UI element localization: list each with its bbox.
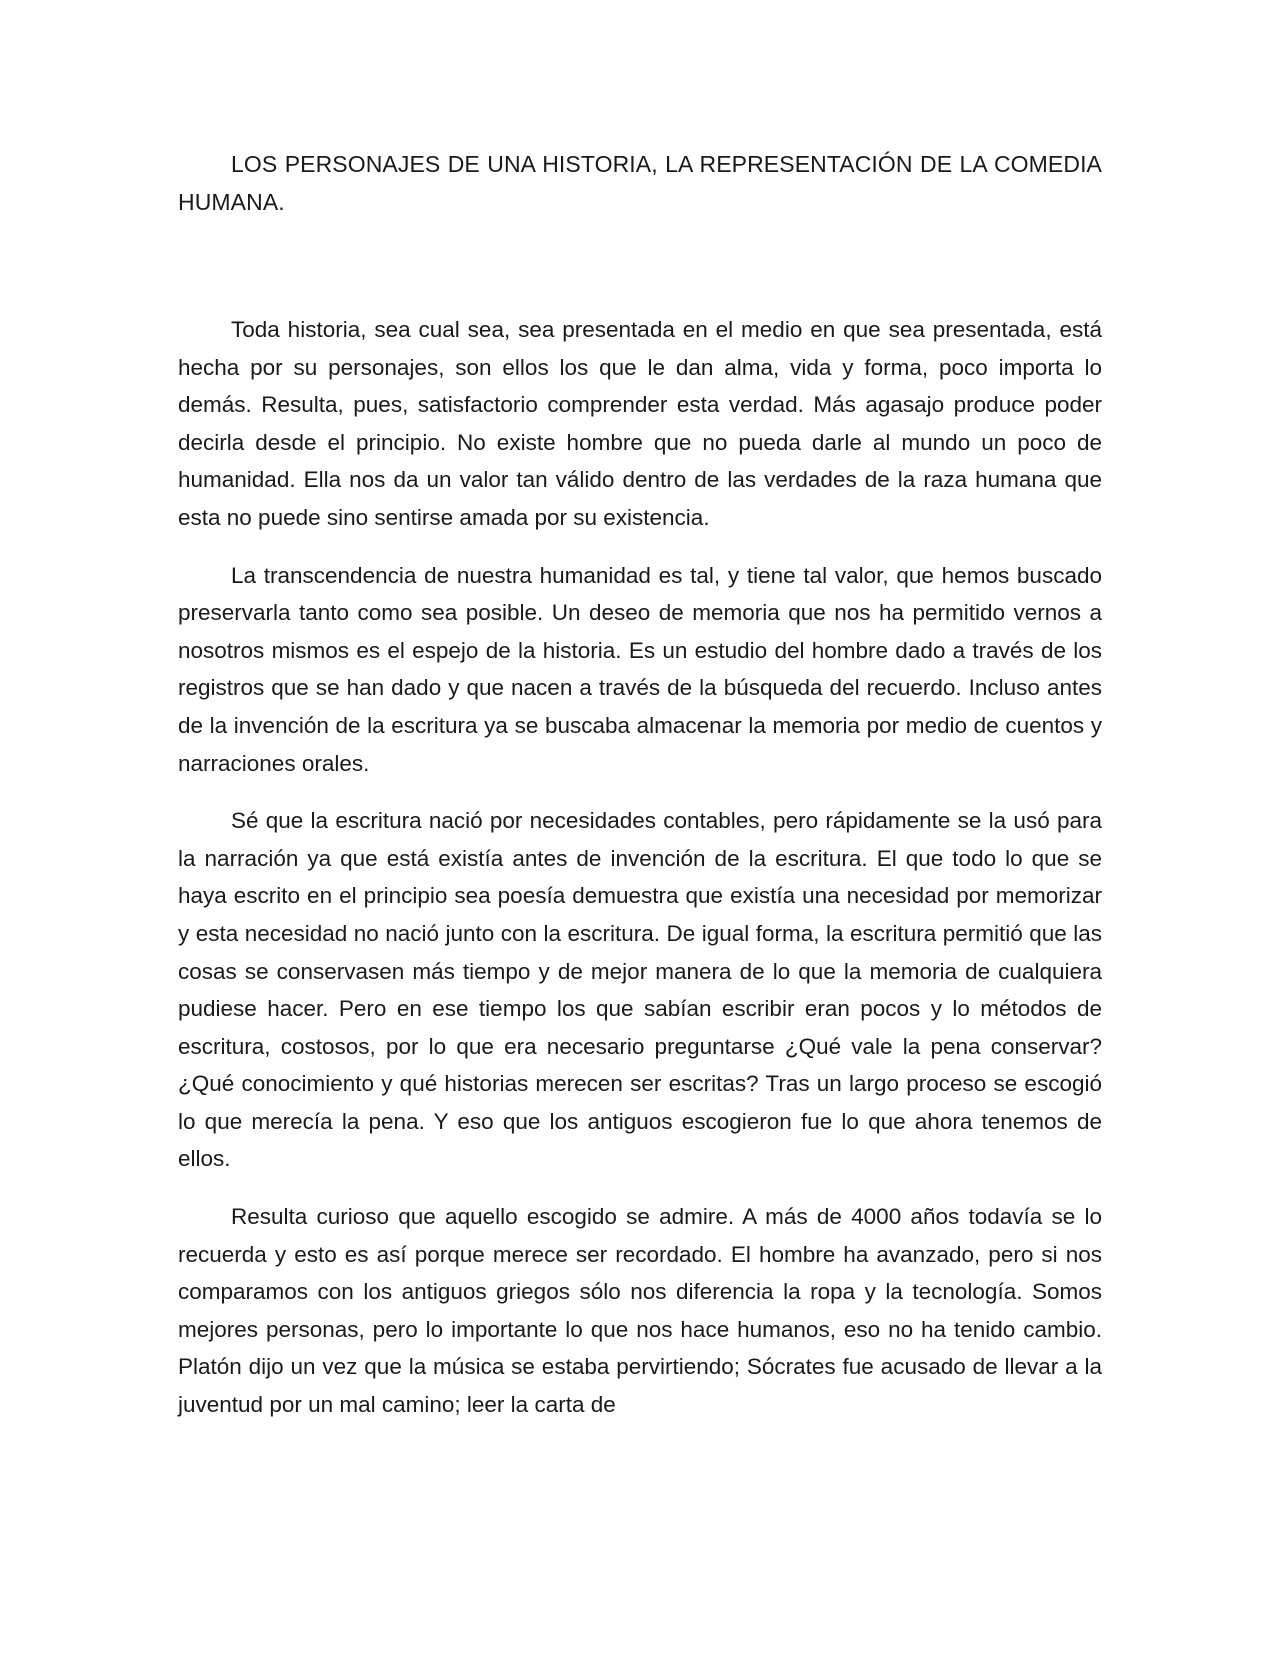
document-body: [178, 145, 1102, 1424]
paragraph-1: Toda historia, sea cual sea, sea presentada en el medio en que sea presentada, está hecha por su personajes, son ellos los que le dan alma, vida y forma, poco importa lo demás. Resulta, pues, satisfactorio comprender esta verdad. Más agasajo produce poder decirla desde el principio. No existe hombre que no pueda darle al mundo un poco de humanidad. Ella nos da un valor tan válido dentro de las verdades de la raza humana que esta no puede sino sentirse amada por su existencia.: [178, 317, 1102, 530]
paragraph-4: Resulta curioso que aquello escogido se admire. A más de 4000 años todavía se lo recuerda y esto es así porque merece ser recordado. El hombre ha avanzado, pero si nos comparamos con los antiguos griegos sólo nos diferencia la ropa y la tecnología. Somos mejores personas, pero lo importante lo que nos hace humanos, eso no ha tenido cambio. Platón dijo un vez que la música se estaba pervirtiendo; Sócrates fue acusado de llevar a la juventud por un mal camino; leer la carta de: [178, 1204, 1102, 1418]
paragraph-2: La transcendencia de nuestra humanidad es tal, y tiene tal valor, que hemos buscado preservarla tanto como sea posible. Un deseo de memoria que nos ha permitido vernos a nosotros mismos es el espejo de la historia. Es un estudio del hombre dado a través de los registros que se han dado y que nacen a través de la búsqueda del recuerdo. Incluso antes de la invención de la escritura ya se buscaba almacenar la memoria por medio de cuentos y narraciones orales.: [178, 562, 1102, 776]
paragraph-3: Sé que la escritura nació por necesidades contables, pero rápidamente se la usó para la narración ya que está existía antes de invención de la escritura. El que todo lo que se haya escrito en el principio sea poesía demuestra que existía una necesidad por memorizar y esta necesidad no nació junto con la escritura. De igual forma, la escritura permitió que las cosas se conservasen más tiempo y de mejor manera de lo que la memoria de cualquiera pudiese hacer. Pero en ese tiempo los que sabían escribir eran pocos y lo métodos de escritura, costosos, por lo que era necesario preguntarse ¿Qué vale la pena conservar? ¿Qué conocimiento y qué historias merecen ser escritas? Tras un largo proceso se escogió lo que merecía la pena. Y eso que los antiguos escogieron fue lo que ahora tenemos de ellos.: [178, 808, 1102, 1172]
document-title: LOS PERSONAJES DE UNA HISTORIA, LA REPRESENTACIÓN DE LA COMEDIA HUMANA.: [178, 151, 1102, 215]
